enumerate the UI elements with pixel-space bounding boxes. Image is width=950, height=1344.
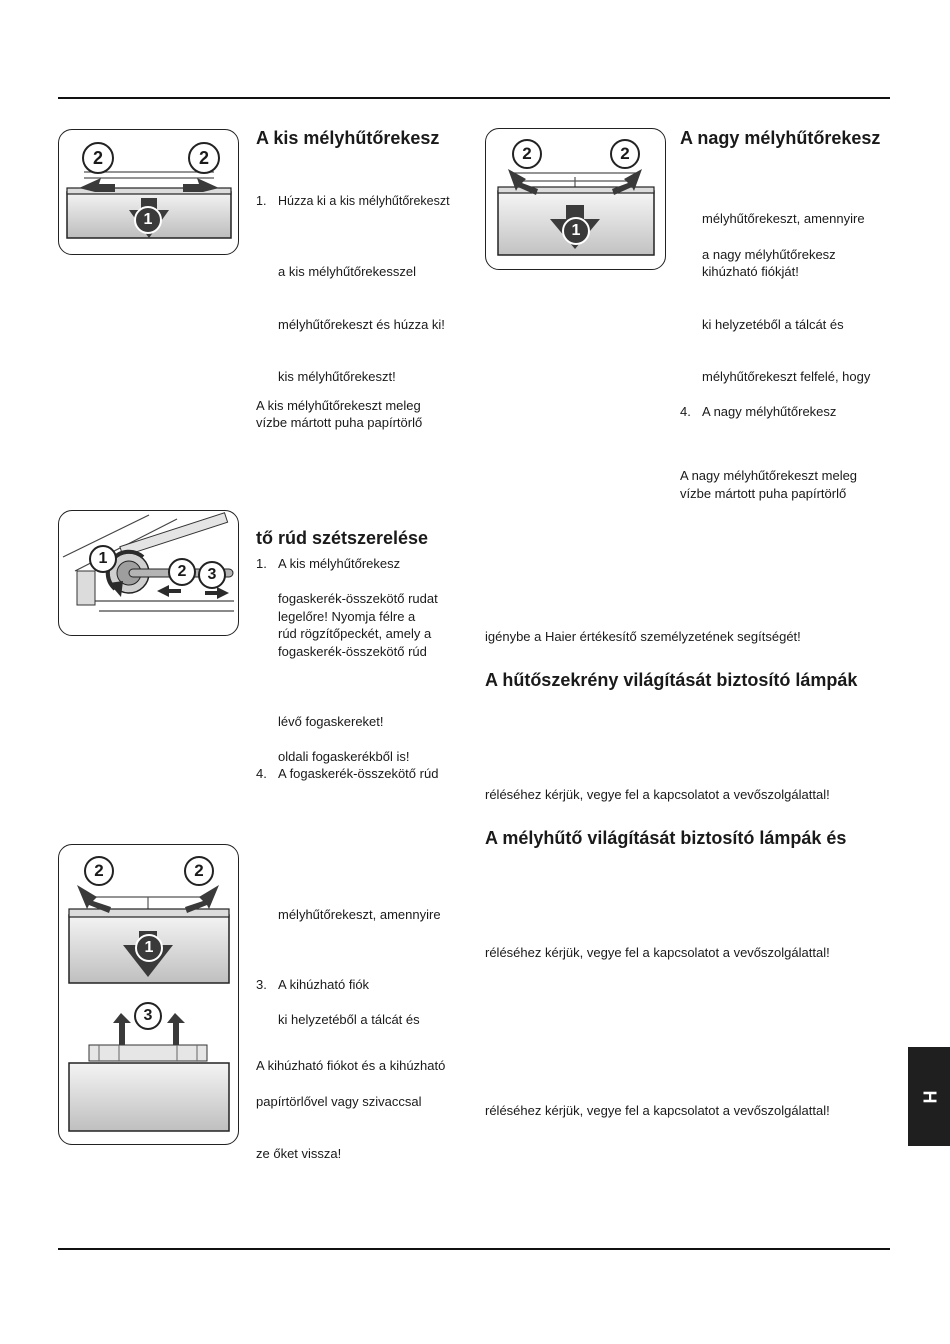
badge-2-right-d: 2	[184, 856, 214, 886]
step-text: Húzza ki a kis mélyhűtőrekeszt	[278, 194, 450, 208]
step-text: A kihúzható fiók	[278, 977, 370, 992]
rod-step4	[256, 765, 438, 783]
small-drawer-clean-2: vízbe mártott puha papírtörlő	[256, 415, 423, 430]
large-drawer-clean-2: vízbe mártott puha papírtörlő	[680, 486, 847, 501]
badge-3-d: 3	[134, 1002, 162, 1030]
last-text: réléséhez kérjük, vegye fel a kapcsolatot a vevőszolgálattal!	[485, 1103, 830, 1118]
step-number: 4.	[256, 766, 267, 781]
rod-line-a3: rúd rögzítőpeckét, amely a	[278, 626, 432, 641]
small-drawer-step1	[256, 193, 450, 211]
third-line-a: mélyhűtőrekeszt, amennyire	[278, 907, 441, 922]
top-rule	[58, 97, 890, 99]
language-tab-label: H	[919, 1090, 940, 1103]
rod-line-a1: fogaskerék-összekötő rudat	[278, 591, 438, 606]
large-drawer-line-b1: a nagy mélyhűtőrekesz	[702, 247, 836, 262]
third-clean-1: A kihúzható fiókot és a kihúzható	[256, 1058, 446, 1073]
badge-1-d: 1	[135, 934, 163, 962]
bottom-rule	[58, 1248, 890, 1250]
large-drawer-line-b2: kihúzható fiókját!	[702, 264, 799, 279]
step-number: 1.	[256, 194, 267, 208]
large-drawer-step4	[680, 403, 836, 421]
rod-line-a4: fogaskerék-összekötő rúd	[278, 644, 427, 659]
third-clean-3: ze őket vissza!	[256, 1146, 342, 1161]
fridge-lamps-title: A hűtőszekrény világítását biztosító lámpák	[485, 670, 858, 690]
rod-line-c: oldali fogaskerékből is!	[278, 749, 410, 764]
third-line-b: ki helyzetéből a tálcát és	[278, 1012, 420, 1027]
badge-2-left-b: 2	[512, 139, 542, 169]
badge-3-c: 3	[198, 561, 226, 589]
small-drawer-clean-1: A kis mélyhűtőrekeszt meleg	[256, 398, 421, 413]
rod-title: tő rúd szétszerelése	[256, 528, 429, 548]
freezer-lamps-title: A mélyhűtő világítását biztosító lámpák és	[485, 828, 847, 848]
rod-line-b: lévő fogaskereket!	[278, 714, 384, 729]
badge-2-left: 2	[82, 142, 114, 174]
fridge-lamps-text: réléséhez kérjük, vegye fel a kapcsolatot a vevőszolgálattal!	[485, 787, 830, 802]
step-text: A fogaskerék-összekötő rúd	[278, 766, 439, 781]
freezer-lamps-text: réléséhez kérjük, vegye fel a kapcsolatot a vevőszolgálattal!	[485, 945, 830, 960]
large-drawer-line-c: ki helyzetéből a tálcát és	[702, 317, 844, 332]
step-number: 4.	[680, 404, 691, 419]
small-drawer-title: A kis mélyhűtőrekesz	[256, 128, 440, 148]
badge-1-c: 1	[89, 545, 117, 573]
small-drawer-line-c: kis mélyhűtőrekeszt!	[278, 369, 396, 384]
step-text: A nagy mélyhűtőrekesz	[702, 404, 837, 419]
language-tab	[908, 1047, 950, 1146]
badge-2-c: 2	[168, 558, 196, 586]
small-drawer-line-b: mélyhűtőrekeszt és húzza ki!	[278, 317, 445, 332]
badge-2-left-d: 2	[84, 856, 114, 886]
service-line: igénybe a Haier értékesítő személyzetének segítségét!	[485, 629, 801, 644]
small-drawer-line-a: a kis mélyhűtőrekesszel	[278, 264, 416, 279]
large-drawer-line-a: mélyhűtőrekeszt, amennyire	[702, 211, 865, 226]
badge-1: 1	[134, 206, 162, 234]
large-drawer-line-d: mélyhűtőrekeszt felfelé, hogy	[702, 369, 871, 384]
rod-step1	[256, 555, 400, 573]
drawer-tray-illustration	[58, 844, 239, 1145]
badge-2-right-b: 2	[610, 139, 640, 169]
large-drawer-clean-1: A nagy mélyhűtőrekeszt meleg	[680, 468, 858, 483]
third-step3	[256, 976, 369, 994]
third-clean-2: papírtörlővel vagy szivaccsal	[256, 1094, 422, 1109]
step-number: 1.	[256, 556, 267, 571]
large-drawer-title: A nagy mélyhűtőrekesz	[680, 128, 881, 148]
badge-2-right: 2	[188, 142, 220, 174]
step-number: 3.	[256, 977, 267, 992]
step-text: A kis mélyhűtőrekesz	[278, 556, 401, 571]
rod-line-a2: legelőre! Nyomja félre a	[278, 609, 416, 624]
badge-1-b: 1	[562, 217, 590, 245]
